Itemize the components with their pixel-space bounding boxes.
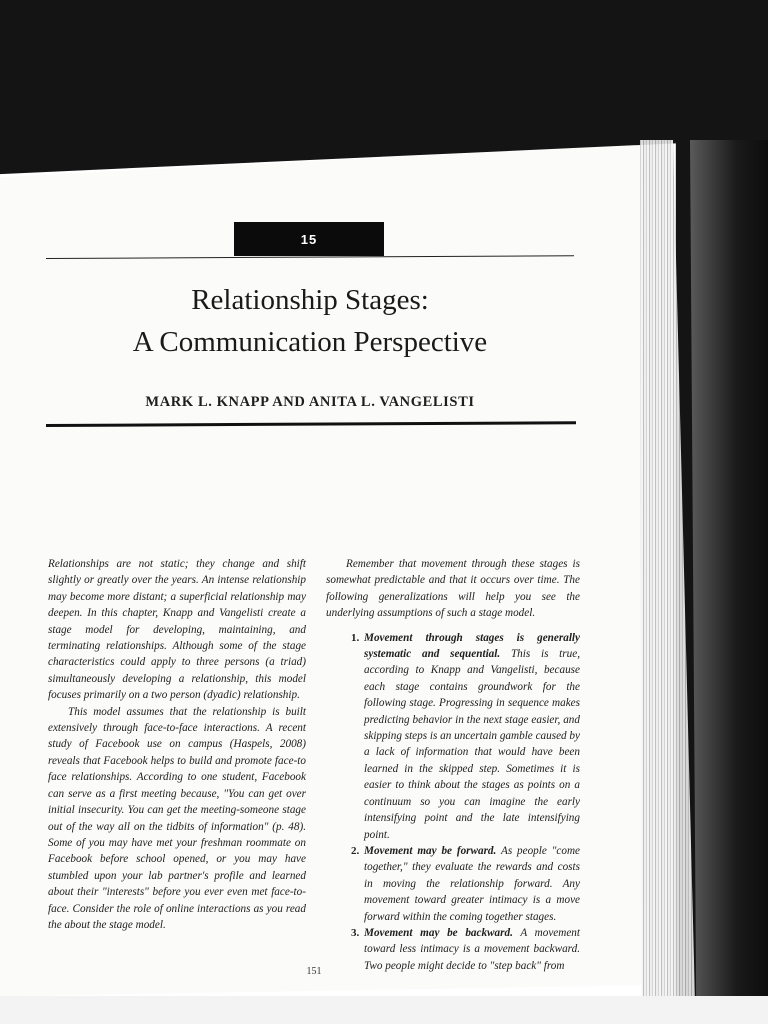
list-item-text: A movement toward less intimacy is a movement backward. Two people might decide to "step back" from [364, 926, 581, 972]
left-column [48, 556, 306, 933]
chapter-number-badge: 15 [234, 222, 384, 256]
right-intro-paragraph: Remember that movement through these stages is somewhat predictable and that it occurs over time. The following generalizations will help you see the underlying assumptions of such a stage model. [326, 558, 580, 620]
right-column [326, 556, 580, 974]
page-number: 151 [306, 966, 322, 977]
chapter-authors: MARK L. KNAPP AND ANITA L. VANGELISTI [145, 394, 475, 410]
list-item-term: Movement through stages is generally systematic and sequential. [364, 631, 580, 661]
list-item-text: As people "come together," they evaluate the rewards and costs in moving the relationship forward. Any movement toward greater intimacy is a move forward within the coming together stages. [364, 844, 580, 923]
list-item [362, 630, 580, 843]
list-item-text: This is true, according to Knapp and Vangelisti, because each stage contains groundwork for the following stage. Progressing in sequence makes predicting behavior in the next stage easier, and skipping steps is an uncertain gamble caused by a lack of information that would have been learned in the skipped step. Sometimes it is easier to think about the stages as points on a continuum so you can imagine the early intensifying point and the late intensifying point. [364, 648, 581, 841]
scan-bottom-strip [0, 996, 768, 1024]
chapter-title-line1: Relationship Stages: [191, 284, 429, 316]
left-paragraph-2: This model assumes that the relationship is built extensively through face-to-face interactions. A recent study of Facebook use on campus (Haspels, 2008) reveals that Facebook helps to build and promote face-to face relationships. According to one student, Facebook can serve as a first meeting because, "You can get over initial insecurity. You can get the meeting-someone stage out of the way all on the tidbits of information" (p. 48). Some of you may have met your freshman roommate on Facebook before school opened, or you may have stumbled upon your lab partner's profile and learned about their "interests" before you ever even met face-to-face. Consider the role of online interactions as you read the about the stage model. [48, 705, 306, 931]
chapter-title-line2: A Communication Perspective [132, 326, 488, 358]
list-item [362, 843, 580, 925]
list-item [362, 925, 580, 974]
book-spine-shadow [690, 140, 768, 1010]
left-paragraph-1: Relationships are not static; they change and shift slightly or greatly over the years. An intense relationship may become more distant; a superficial relationship may deepen. In this chapter, Knapp and Vangelisti create a stage model for developing, maintaining, and terminating relationships. Although some of the stage characteristics could apply to three persons (a triad) simultaneously developing a relationship, this model focuses primarily on a two person (dyadic) relationship. [48, 558, 306, 702]
list-item-term: Movement may be forward. [364, 844, 497, 857]
list-item-term: Movement may be backward. [364, 926, 513, 939]
generalizations-list [326, 630, 580, 975]
